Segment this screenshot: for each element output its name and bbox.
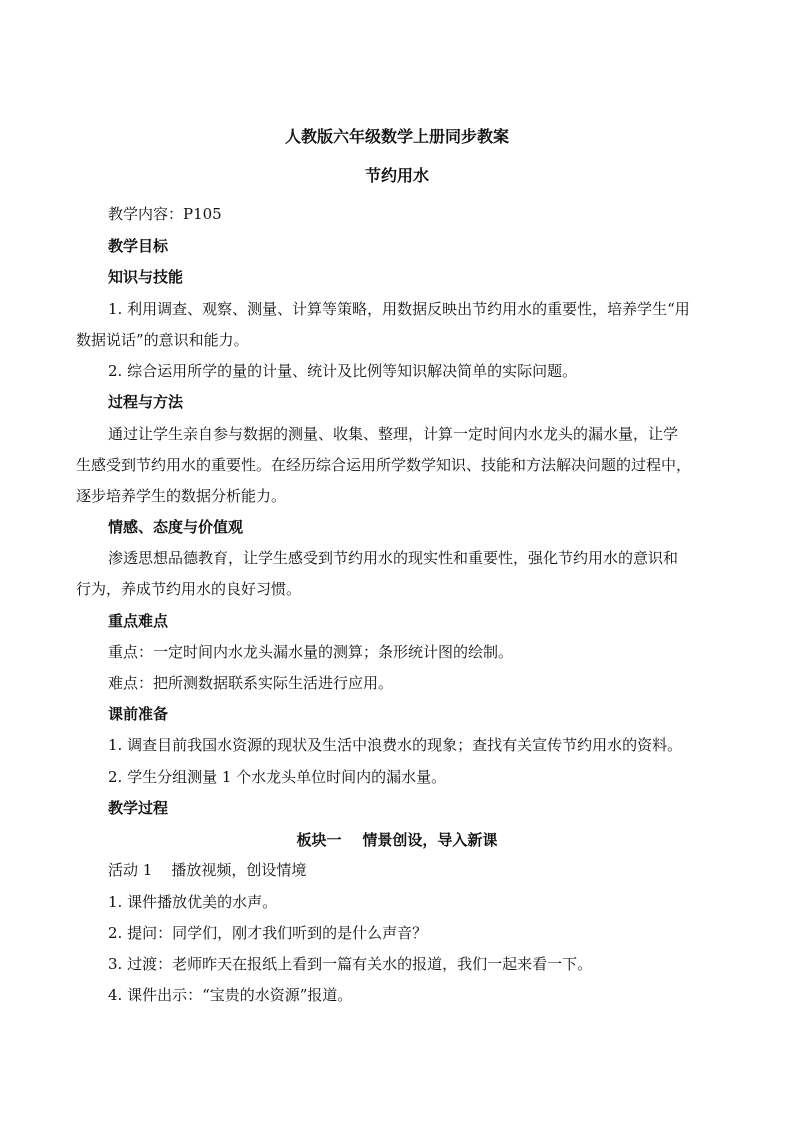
process-heading: 过程与方法 [108, 393, 184, 411]
activity-item-2: 2. 提问：同学们，刚才我们听到的是什么声音？ [108, 924, 428, 942]
teaching-content: 教学内容：P105 [108, 205, 222, 223]
emotion-line-1: 渗透思想品德教育，让学生感受到节约用水的现实性和重要性，强化节约用水的意识和 [108, 549, 679, 567]
block-1-heading: 板块一 情景创设，导入新课 [296, 831, 498, 849]
knowledge-heading: 知识与技能 [108, 268, 184, 286]
knowledge-item-1-line-2: 数据说话”的意识和能力。 [76, 331, 249, 349]
prep-item-1: 1. 调查目前我国水资源的现状及生活中浪费水的现象；查找有关宣传节约用水的资料。 [108, 736, 683, 754]
emotion-line-2: 行为，养成节约用水的良好习惯。 [76, 580, 302, 598]
goals-heading: 教学目标 [108, 237, 169, 255]
knowledge-item-2: 2. 综合运用所学的量的计量、统计及比例等知识解决简单的实际问题。 [108, 362, 578, 380]
process-line-3: 逐步培养学生的数据分析能力。 [76, 487, 287, 505]
process-line-2: 生感受到节约用水的重要性。在经历综合运用所学数学知识、技能和方法解决问题的过程中， [76, 456, 692, 474]
key-point: 重点：一定时间内水龙头漏水量的测算；条形统计图的绘制。 [108, 643, 514, 661]
teaching-process-heading: 教学过程 [108, 799, 169, 817]
prep-item-2: 2. 学生分组测量 1 个水龙头单位时间内的漏水量。 [108, 768, 447, 786]
emotion-heading: 情感、态度与价值观 [108, 518, 244, 536]
activity-1-heading: 活动 1 播放视频，创设情境 [108, 861, 307, 879]
key-heading: 重点难点 [108, 612, 169, 630]
difficult-point: 难点：把所测数据联系实际生活进行应用。 [108, 674, 394, 692]
document-title: 人教版六年级数学上册同步教案 [284, 127, 509, 146]
prep-heading: 课前准备 [108, 705, 169, 723]
activity-item-1: 1. 课件播放优美的水声。 [108, 893, 278, 911]
document-subtitle: 节约用水 [364, 166, 429, 185]
activity-item-3: 3. 过渡：老师昨天在报纸上看到一篇有关水的报道，我们一起来看一下。 [108, 955, 593, 973]
knowledge-item-1-line-1: 1. 利用调查、观察、测量、计算等策略，用数据反映出节约用水的重要性，培养学生“用 [108, 300, 690, 318]
activity-item-4: 4. 课件出示：“宝贵的水资源”报道。 [108, 986, 353, 1004]
process-line-1: 通过让学生亲自参与数据的测量、收集、整理，计算一定时间内水龙头的漏水量，让学 [108, 425, 679, 443]
